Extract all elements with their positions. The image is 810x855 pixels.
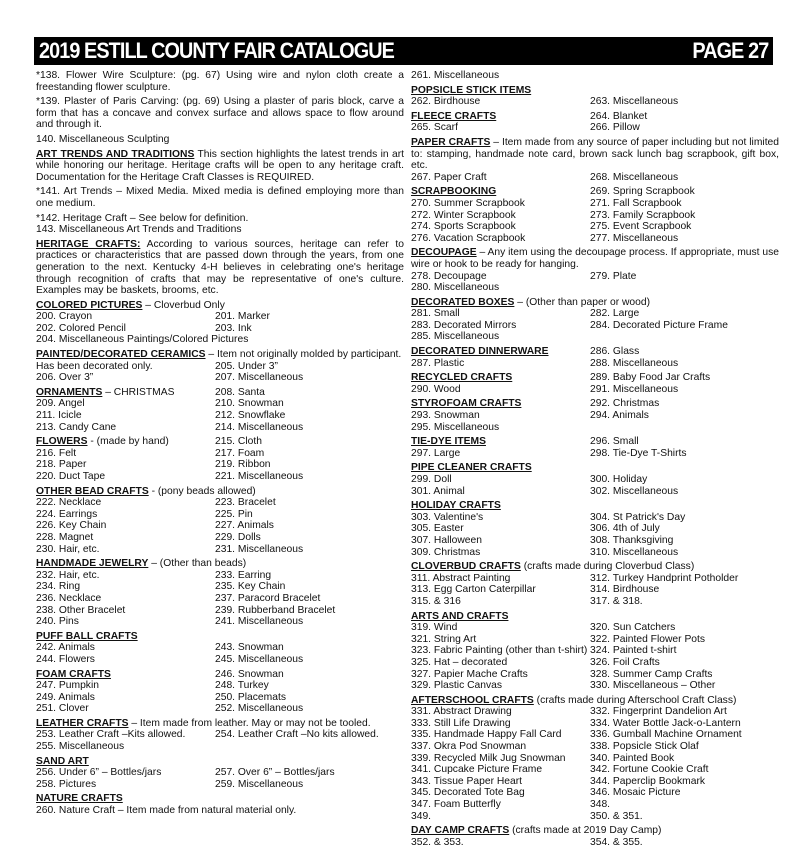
list-item: 298. Tie-Dye T-Shirts <box>590 447 687 459</box>
section-note: – Any item using the decoupage process. If appropriate, must use wire or hook to be ready for hanging. <box>411 247 779 270</box>
list-item: 234. Ring <box>36 581 81 593</box>
list-item: 342. Fortune Cookie Craft <box>590 764 709 776</box>
item-grid <box>411 474 779 497</box>
section-title: CLOVERBUD CRAFTS <box>411 561 521 573</box>
list-item: 343. Tissue Paper Heart <box>411 775 523 787</box>
list-item: 249. Animals <box>36 691 95 703</box>
list-item: 290. Wood <box>411 383 461 395</box>
list-item: 265. Scarf <box>411 122 458 134</box>
section-heading <box>411 137 779 172</box>
list-item: 228. Magnet <box>36 531 94 543</box>
section-note: – Cloverbud Only <box>142 299 225 311</box>
list-item: 344. Paperclip Bookmark <box>590 775 706 787</box>
list-item: 274. Sports Scrapbook <box>411 221 516 233</box>
section-title: AFTERSCHOOL CRAFTS <box>411 694 534 706</box>
list-item: 287. Plastic <box>411 357 465 369</box>
list-item: *142. Heritage Craft – See below for definition. <box>36 212 249 224</box>
section-title: DECORATED BOXES <box>411 296 515 308</box>
list-item: 235. Key Chain <box>215 581 286 593</box>
heritage-section <box>36 239 404 297</box>
item-grid <box>411 96 779 108</box>
section-note: – Item made from any source of paper including but not limited to: stamping, handmade note card, brown sack lunch bag scrapbook, gift box, etc. <box>411 136 780 172</box>
section-title: RECYCLED CRAFTS <box>411 372 513 384</box>
section-heading <box>36 718 404 730</box>
section-heading <box>36 558 404 570</box>
list-item: 214. Miscellaneous <box>215 421 304 433</box>
section-heading <box>411 247 779 270</box>
list-item: 268. Miscellaneous <box>590 171 679 183</box>
list-item: 259. Miscellaneous <box>215 778 304 790</box>
list-item: 320. Sun Catchers <box>590 622 676 634</box>
section-heading <box>411 611 779 623</box>
list-item: *141. Art Trends – Mixed Media. Mixed media is defined employing more than one medium. <box>36 186 404 209</box>
list-item: 354. & 355. <box>590 836 643 848</box>
list-item: 210. Snowman <box>215 398 284 410</box>
list-item: 225. Pin <box>215 508 253 520</box>
section-heading <box>36 631 404 643</box>
item-grid <box>411 271 779 283</box>
list-item: 311. Abstract Painting <box>411 572 511 584</box>
list-item: 286. Glass <box>590 346 640 358</box>
list-item: 204. Miscellaneous Paintings/Colored Pictures <box>36 334 249 346</box>
item-grid <box>411 622 779 692</box>
list-item: 350. & 351. <box>590 810 643 822</box>
list-item: 203. Ink <box>215 322 252 334</box>
list-item: 305. Easter <box>411 523 464 535</box>
section-note: – Item not originally molded by participant. <box>205 349 402 361</box>
list-item: 326. Foil Crafts <box>590 656 660 668</box>
list-item: 315. & 316 <box>411 595 461 607</box>
list-item: 309. Christmas <box>411 546 481 558</box>
list-item: 227. Animals <box>215 520 274 532</box>
section-heading <box>36 349 404 361</box>
page-header <box>34 37 773 65</box>
list-item: 345. Decorated Tote Bag <box>411 787 525 799</box>
item-grid <box>411 512 779 558</box>
list-item: 201. Marker <box>215 311 270 323</box>
list-item: 317. & 318. <box>590 595 643 607</box>
item-grid <box>411 384 779 396</box>
item-grid <box>411 308 779 331</box>
list-item: 347. Foam Butterfly <box>411 799 501 811</box>
section-heading <box>411 297 779 309</box>
section-title: DECOUPAGE <box>411 247 477 259</box>
list-item: 338. Popsicle Stick Olaf <box>590 741 699 753</box>
list-item: 330. Miscellaneous – Other <box>590 680 716 692</box>
section-note: (crafts made during Cloverbud Class) <box>520 561 695 573</box>
section-heading <box>411 825 779 837</box>
list-item: 313. Egg Carton Caterpillar <box>411 584 536 596</box>
list-item: 222. Necklace <box>36 497 102 509</box>
list-item: 233. Earring <box>215 569 272 581</box>
section-title: PAPER CRAFTS <box>411 136 491 148</box>
section-title: HERITAGE CRAFTS: <box>36 238 141 250</box>
section-title: SAND ART <box>36 755 89 767</box>
section-title: TIE-DYE ITEMS <box>411 436 486 448</box>
list-item: 202. Colored Pencil <box>36 322 126 334</box>
section-title: SCRAPBOOKING <box>411 186 497 198</box>
list-item: 219. Ribbon <box>215 459 271 471</box>
section-title: POPSICLE STICK ITEMS <box>411 84 532 96</box>
list-item: 340. Painted Book <box>590 752 675 764</box>
list-item: 352. & 353. <box>411 836 464 848</box>
section-heading <box>36 756 404 768</box>
item-grid <box>36 497 404 555</box>
list-item: 321. String Art <box>411 633 477 645</box>
section-title: FLOWERS <box>36 436 88 448</box>
section-description: According to various sources, heritage can refer to practices or characteristics that are passed down through the years, from one generation to the next. Kentucky 4-H believes in celebrating one's heritage through recognition of crafts that may be representative of one's culture. Examples may be baskets, brooms, etc. <box>36 238 404 297</box>
list-item: 243. Snowman <box>215 642 284 654</box>
list-item: 302. Miscellaneous <box>590 485 679 497</box>
list-item: 292. Christmas <box>590 398 660 410</box>
item-grid <box>36 767 404 790</box>
list-item: 253. Leather Craft –Kits allowed. <box>36 729 186 741</box>
list-item: 272. Winter Scrapbook <box>411 209 516 221</box>
list-item: 337. Okra Pod Snowman <box>411 741 527 753</box>
list-item: 334. Water Bottle Jack-o-Lantern <box>590 717 741 729</box>
list-item: 263. Miscellaneous <box>590 96 679 108</box>
list-item: 303. Valentine's <box>411 511 484 523</box>
list-item: 331. Abstract Drawing <box>411 706 512 718</box>
section-note: – (Other than paper or wood) <box>514 296 651 308</box>
section-title: STYROFOAM CRAFTS <box>411 398 522 410</box>
list-item: 217. Foam <box>215 447 265 459</box>
item-grid <box>36 642 404 665</box>
section-heading <box>411 462 779 474</box>
list-item: 310. Miscellaneous <box>590 546 679 558</box>
list-item: 238. Other Bracelet <box>36 604 126 616</box>
list-item: 281. Small <box>411 308 460 320</box>
item-grid <box>36 361 404 384</box>
list-item: 323. Fabric Painting (other than t-shirt) <box>411 645 588 657</box>
list-item: 277. Miscellaneous <box>590 232 679 244</box>
item-grid <box>411 358 779 370</box>
list-item: 297. Large <box>411 447 461 459</box>
list-item: 319. Wind <box>411 622 458 634</box>
item-grid <box>36 311 404 334</box>
list-item: 257. Over 6” – Bottles/jars <box>215 767 335 779</box>
list-item: 289. Baby Food Jar Crafts <box>590 372 711 384</box>
section-heading <box>411 372 779 384</box>
list-item: 285. Miscellaneous <box>411 331 500 343</box>
section-heading <box>411 695 779 707</box>
list-item: 278. Decoupage <box>411 270 487 282</box>
section-heading <box>36 793 404 805</box>
list-item: 254. Leather Craft –No kits allowed. <box>215 729 379 741</box>
list-item: 252. Miscellaneous <box>215 703 304 715</box>
list-item: 333. Still Life Drawing <box>411 717 511 729</box>
list-item: 293. Snowman <box>411 410 480 422</box>
right-column <box>411 70 779 850</box>
list-item: 329. Plastic Canvas <box>411 680 503 692</box>
list-item: 245. Miscellaneous <box>215 653 304 665</box>
section-title: HANDMADE JEWELRY <box>36 558 149 570</box>
list-item: 230. Hair, etc. <box>36 543 100 555</box>
list-item: 346. Mosaic Picture <box>590 787 681 799</box>
section-note: – (Other than beads) <box>148 558 247 570</box>
list-item: 232. Hair, etc. <box>36 569 100 581</box>
list-item: 276. Vacation Scrapbook <box>411 232 526 244</box>
section-note: - (pony beads allowed) <box>148 485 256 497</box>
list-item: 291. Miscellaneous <box>590 383 679 395</box>
item-grid <box>36 729 404 741</box>
list-item: 314. Birdhouse <box>590 584 660 596</box>
list-item: 332. Fingerprint Dandelion Art <box>590 706 727 718</box>
list-item: 240. Pins <box>36 616 79 628</box>
list-item: 241. Miscellaneous <box>215 616 304 628</box>
section-title: ARTS AND CRAFTS <box>411 610 509 622</box>
section-title: PIPE CLEANER CRAFTS <box>411 462 532 474</box>
list-item: 209. Angel <box>36 398 85 410</box>
list-item: 258. Pictures <box>36 778 97 790</box>
left-column <box>36 70 404 817</box>
list-item: 226. Key Chain <box>36 520 107 532</box>
item-grid <box>411 706 779 822</box>
list-item: 237. Paracord Bracelet <box>215 592 321 604</box>
section-heading <box>411 346 779 358</box>
list-item: 308. Thanksgiving <box>590 534 674 546</box>
list-item: 324. Painted t-shirt <box>590 645 677 657</box>
list-item: 267. Paper Craft <box>411 171 487 183</box>
section-heading <box>411 85 779 97</box>
list-item: 246. Snowman <box>215 668 284 680</box>
list-item: 300. Holiday <box>590 474 648 485</box>
list-item: 322. Painted Flower Pots <box>590 633 706 645</box>
list-item: 242. Animals <box>36 642 95 654</box>
list-item: 205. Under 3” <box>215 360 278 372</box>
list-item: 223. Bracelet <box>215 497 276 509</box>
section-title: ART TRENDS AND TRADITIONS <box>36 148 195 160</box>
list-item: 269. Spring Scrapbook <box>590 186 695 198</box>
list-item: 143. Miscellaneous Art Trends and Traditions <box>36 224 242 236</box>
section-title: PUFF BALL CRAFTS <box>36 630 138 642</box>
list-item: 348. <box>590 799 611 811</box>
section-note: - (made by hand) <box>87 436 169 448</box>
list-item: 280. Miscellaneous <box>411 282 500 294</box>
section-title: LEATHER CRAFTS <box>36 717 129 729</box>
item-grid <box>411 122 779 134</box>
section-heading <box>36 669 404 681</box>
list-item: 279. Plate <box>590 270 637 282</box>
section-title: FOAM CRAFTS <box>36 668 111 680</box>
list-item: 231. Miscellaneous <box>215 543 304 555</box>
section-heading <box>411 186 779 198</box>
list-item: 262. Birdhouse <box>411 96 481 108</box>
section-title: DAY CAMP CRAFTS <box>411 825 510 837</box>
section-heading <box>36 300 404 312</box>
list-item: 224. Earrings <box>36 508 98 520</box>
page-number: PAGE 27 <box>692 38 768 63</box>
item-grid <box>36 680 404 715</box>
list-item: 250. Placemats <box>215 691 286 703</box>
list-item: 304. St Patrick's Day <box>590 511 686 523</box>
list-item: 221. Miscellaneous <box>215 471 304 482</box>
list-item: 271. Fall Scrapbook <box>590 197 682 209</box>
list-item: 306. 4th of July <box>590 523 660 535</box>
list-item: 212. Snowflake <box>215 410 286 422</box>
section-title: ORNAMENTS <box>36 386 103 398</box>
list-item: 261. Miscellaneous <box>411 70 500 81</box>
list-item: 284. Decorated Picture Frame <box>590 319 728 331</box>
list-item: 335. Handmade Happy Fall Card <box>411 729 562 741</box>
list-item: 215. Cloth <box>215 436 262 448</box>
section-heading <box>411 500 779 512</box>
section-heading <box>36 436 404 448</box>
list-item: 339. Recycled Milk Jug Snowman <box>411 752 566 764</box>
list-item: 220. Duct Tape <box>36 471 106 482</box>
list-item: 239. Rubberband Bracelet <box>215 604 336 616</box>
list-item: 301. Animal <box>411 485 465 497</box>
section-title: HOLIDAY CRAFTS <box>411 500 501 512</box>
list-item: Has been decorated only. <box>36 360 153 372</box>
section-heading <box>411 561 779 573</box>
list-item: 273. Family Scrapbook <box>590 209 696 221</box>
list-item: 218. Paper <box>36 459 87 471</box>
list-item: 283. Decorated Mirrors <box>411 319 517 331</box>
item-grid <box>411 448 779 460</box>
list-item: 206. Over 3” <box>36 372 94 384</box>
item-grid <box>411 172 779 184</box>
list-item: 216. Felt <box>36 447 77 459</box>
list-item: 207. Miscellaneous <box>215 372 304 384</box>
list-item: 236. Necklace <box>36 592 102 604</box>
section-title: FLEECE CRAFTS <box>411 110 497 122</box>
section-title: COLORED PICTURES <box>36 299 143 311</box>
list-item: 275. Event Scrapbook <box>590 221 692 233</box>
section-title: OTHER BEAD CRAFTS <box>36 485 149 497</box>
list-item: 260. Nature Craft – Item made from natural material only. <box>36 805 297 817</box>
list-item: 248. Turkey <box>215 680 269 692</box>
list-item: 294. Animals <box>590 410 649 422</box>
item-grid <box>411 837 779 849</box>
section-note: – CHRISTMAS <box>102 386 175 398</box>
list-item: 299. Doll <box>411 474 452 485</box>
section-heading <box>36 387 404 399</box>
intro-item: 140. Miscellaneous Sculpting <box>36 133 170 145</box>
section-note: (crafts made at 2019 Day Camp) <box>509 825 662 837</box>
section-heading <box>411 436 779 448</box>
list-item: 255. Miscellaneous <box>36 741 125 753</box>
list-item: 312. Turkey Handprint Potholder <box>590 572 739 584</box>
section-title: DECORATED DINNERWARE <box>411 346 549 358</box>
list-item: 296. Small <box>590 436 639 448</box>
list-item: 349. <box>411 810 432 822</box>
section-note: – Item made from leather. May or may not be tooled. <box>128 717 371 729</box>
section-heading <box>411 111 779 123</box>
list-item: 264. Blanket <box>590 110 648 122</box>
list-item: 282. Large <box>590 308 640 320</box>
section-heading <box>411 398 779 410</box>
item-grid <box>36 570 404 628</box>
item-grid <box>411 198 779 244</box>
section-description: This section highlights the latest trends in art while honoring our heritage. Heritage crafts will be open to any heritage craft. Documentation for the Heritage Craft Classes is REQUIRED. <box>36 148 405 183</box>
section-note: (crafts made during Afterschool Craft Class) <box>533 694 737 706</box>
list-item: 247. Pumpkin <box>36 680 99 692</box>
list-item: 213. Candy Cane <box>36 421 117 433</box>
list-item: 200. Crayon <box>36 311 93 323</box>
list-item: 266. Pillow <box>590 122 640 134</box>
item-grid <box>36 448 404 483</box>
list-item: 327. Papier Mache Crafts <box>411 668 528 680</box>
section-title: NATURE CRAFTS <box>36 793 123 805</box>
item-grid <box>411 410 779 422</box>
list-item: 288. Miscellaneous <box>590 357 679 369</box>
list-item: 328. Summer Camp Crafts <box>590 668 713 680</box>
list-item: 244. Flowers <box>36 653 95 665</box>
list-item: 270. Summer Scrapbook <box>411 197 525 209</box>
list-item: 307. Halloween <box>411 534 482 546</box>
section-heading <box>36 486 404 498</box>
list-item: 229. Dolls <box>215 531 261 543</box>
intro-item: *139. Plaster of Paris Carving: (pg. 69) Using a plaster of paris block, carve a form that has a concave and convex surface and allows space to flow around and through it. <box>36 96 404 131</box>
list-item: 251. Clover <box>36 703 89 715</box>
list-item: 341. Cupcake Picture Frame <box>411 764 543 776</box>
list-item: 295. Miscellaneous <box>411 421 500 433</box>
list-item: 256. Under 6” – Bottles/jars <box>36 767 162 779</box>
intro-item: *138. Flower Wire Sculpture: (pg. 67) Using wire and nylon cloth create a freestanding flower sculpture. <box>36 70 404 93</box>
list-item: 336. Gumball Machine Ornament <box>590 729 742 741</box>
list-item: 208. Santa <box>215 386 265 398</box>
list-item: 325. Hat – decorated <box>411 656 508 668</box>
art-trends-section <box>36 149 404 184</box>
item-grid <box>411 573 779 608</box>
catalogue-title: 2019 ESTILL COUNTY FAIR CATALOGUE <box>39 38 394 63</box>
list-item: 211. Icicle <box>36 410 82 422</box>
section-title: PAINTED/DECORATED CERAMICS <box>36 349 206 361</box>
item-grid <box>36 398 404 433</box>
